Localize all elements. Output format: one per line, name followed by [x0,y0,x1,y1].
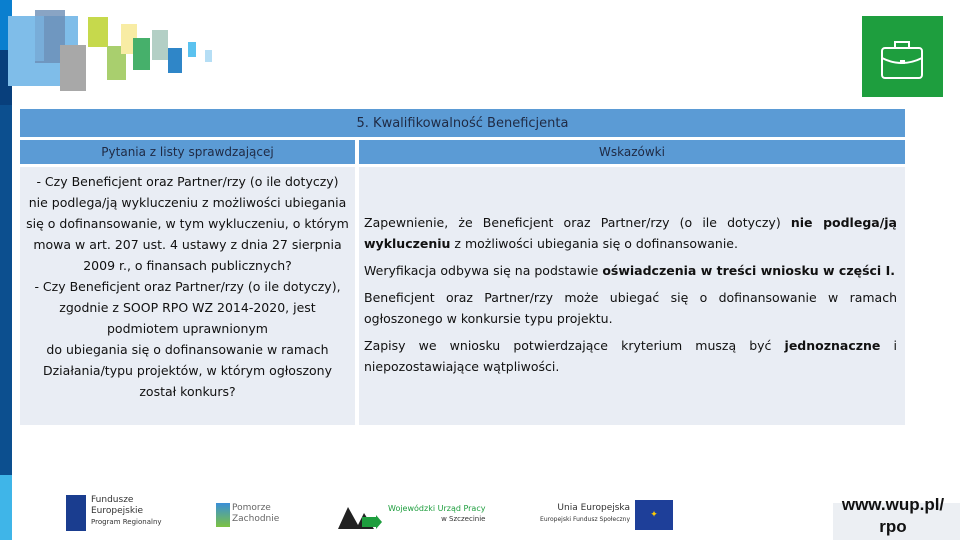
col-header-hints: Wskazówki [359,140,905,164]
briefcase-icon [862,16,943,97]
logo-fundusze-europejskie: Fundusze Europejskie Program Regionalny [66,495,162,528]
hints-cell [359,167,905,425]
question-2: - Czy Beneficjent oraz Partner/rzy (o ile dotyczy), zgodnie z SOOP RPO WZ 2014-2020, jest podmiotem uprawnionym [34,279,341,336]
eu-flag-icon: ✦ [635,500,673,530]
logo-pomorze-zachodnie: Pomorze Zachodnie [216,503,279,525]
hint-1: Zapewnienie, że Beneficjent oraz Partner/rzy (o ile dotyczy) nie podlega/ją wykluczeniu z możliwości ubiegania się o dofinansowanie. [364,215,897,251]
question-2-cont: do ubiegania się o dofinansowanie w ramach Działania/typu projektów, w którym ogłoszony został konkurs? [43,342,332,399]
briefcase-badge [862,16,943,97]
question-1: - Czy Beneficjent oraz Partner/rzy (o ile dotyczy) nie podlega/ją wykluczeniu z możliwości ubiegania się o dofinansowanie, w tym wykluczeniu, o którym mowa w art. 207 ust. 4 ustawy z dnia 27 sierpnia 2009 r., o finansach publicznych? [26,174,349,273]
eligibility-table [16,106,909,428]
questions-cell [20,167,355,425]
hint-2: Weryfikacja odbywa się na podstawie oświadczenia w treści wniosku w części I. [364,263,895,278]
col-header-questions: Pytania z listy sprawdzającej [20,140,355,164]
side-stripe [0,105,12,475]
website-link[interactable]: www.wup.pl/ rpo [841,495,945,536]
logo-wup-szczecin: Wojewódzki Urząd Pracy w Szczecinie [338,503,485,525]
logo-unia-europejska: Unia Europejska Europejski Fundusz Społeczny [540,503,630,523]
hint-4: Zapisy we wniosku potwierdzające kryterium muszą być jednoznaczne i niepozostawiające wątpliwości. [364,338,897,374]
side-stripe [0,475,12,540]
hint-3: Beneficjent oraz Partner/rzy może ubiegać się o dofinansowanie w ramach ogłoszonego w konkursie typu projektu. [364,290,897,326]
table-title: 5. Kwalifikowalność Beneficjenta [20,109,905,137]
